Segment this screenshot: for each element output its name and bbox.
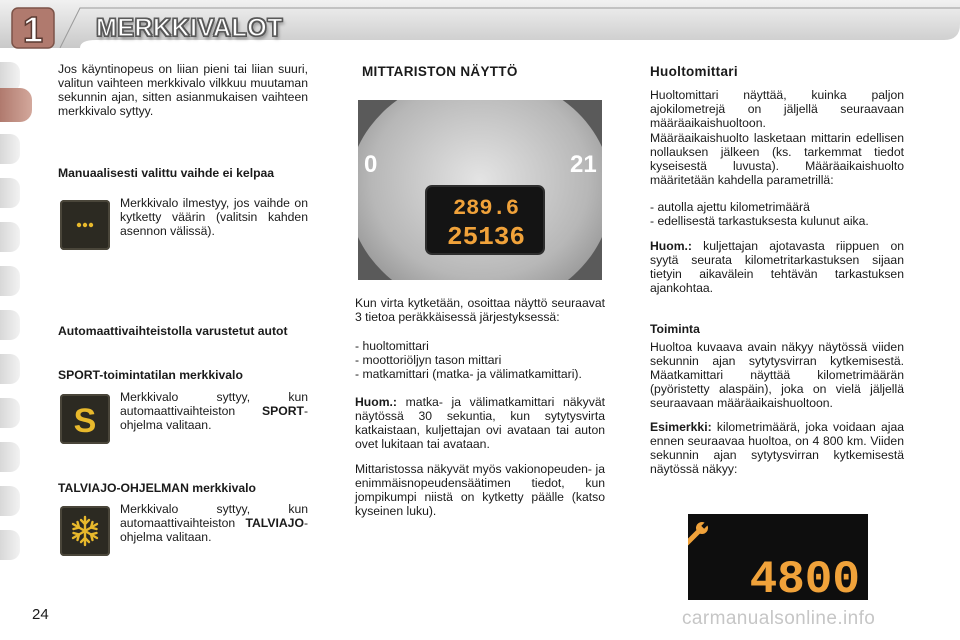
sport-text-pre: Merkkivalo syttyy, kun automaattivaihteiston (120, 390, 308, 418)
instrument-cluster-image (358, 100, 602, 280)
side-tab[interactable] (0, 354, 20, 384)
watermark: carmanualsonline.info (682, 608, 876, 629)
page-number: 24 (32, 606, 49, 623)
service-list (650, 200, 904, 228)
side-tab[interactable] (0, 398, 20, 428)
sport-text-bold: SPORT (261, 404, 304, 418)
example-text (650, 420, 904, 476)
chapter-number: 1 (22, 9, 44, 50)
side-tab[interactable] (0, 486, 20, 516)
manual-gear-heading: Manuaalisesti valittu vaihde ei kelpaa (58, 166, 275, 180)
sport-mode-heading: SPORT-toimintatilan merkkivalo (58, 368, 243, 382)
service-note (650, 239, 904, 295)
winter-text-post: -ohjelma valitaan. (120, 516, 308, 544)
side-tab[interactable] (0, 266, 20, 296)
example-body: kilometrimäärä, joka voidaan ajaa ennen seuraavaa huoltoa, on 4 800 km. Viiden sekunnin ajan sytytysvirran kytkemisestä näytössä näkyy: (650, 420, 904, 476)
dial-label-right: 21 (570, 151, 597, 178)
winter-text-pre: Merkkivalo syttyy, kun automaattivaihteiston (120, 502, 308, 530)
winter-text-bold: TALVIAJO (245, 516, 304, 530)
dial-label-left: 0 (364, 151, 378, 178)
service-km-value: 4800 (749, 554, 860, 600)
sport-icon-letter: S (73, 402, 97, 440)
lcd-odometer-value: 25136 (446, 222, 526, 252)
side-tab[interactable] (0, 442, 20, 472)
left-intro: Jos käyntinopeus on liian pieni tai liian suuri, valitun vaihteen merkkivalo vilkkuu muutaman sekunnin ajan, sitten asianmukaisen vaihteen merkkivalo syttyy. (58, 62, 308, 118)
sport-text-post: -ohjelma valitaan. (120, 404, 308, 432)
list-item: - moottoriöljyn tason mittari (355, 353, 502, 367)
instrument-display-title: MITTARISTON NÄYTTÖ (362, 64, 518, 79)
function-heading: Toiminta (650, 322, 700, 336)
side-tab[interactable] (0, 178, 20, 208)
display-list (355, 339, 605, 381)
list-item: - huoltomittari (355, 339, 429, 353)
side-tab[interactable] (0, 310, 20, 340)
note-label: Huom.: (650, 239, 692, 253)
display-intro: Kun virta kytketään, osoittaa näyttö seuraavat 3 tietoa peräkkäisessä järjestyksessä: (355, 296, 605, 324)
lcd-trip-value: 289.6 (452, 196, 520, 221)
example-label: Esimerkki: (650, 420, 712, 434)
list-item: - matkamittari (matka- ja välimatkamittari). (355, 367, 582, 381)
note-text: kuljettajan ajotavasta riippuen on syytä seurata kilometritarkastuksen sijaan tietyin aikavälein tehtävän tarkastuksen ajankohtaa. (650, 239, 904, 295)
sport-indicator-icon (60, 394, 110, 444)
display-note (355, 395, 605, 451)
side-tab[interactable] (0, 530, 20, 560)
winter-mode-text (120, 502, 308, 544)
manual-gear-text: Merkkivalo ilmestyy, jos vaihde on kytketty väärin (valitsin kahden asennon välissä). (120, 196, 308, 238)
service-p1: Huoltomittari näyttää, kuinka paljon ajokilometrejä on jäljellä seuraavaan määräaikaishuoltoon. (650, 88, 904, 130)
function-text: Huoltoa kuvaava avain näkyy näytössä viiden sekunnin ajan sytytysvirran kytkemisestä. Mäatkamittari näyttää kilometrimäärän (pyöristetty alaspäin), joka on vielä jäljellä seuraavaan määräaikaishuoltoon. (650, 340, 904, 410)
side-tab-active[interactable] (0, 88, 32, 122)
gear-fault-indicator-icon (60, 200, 110, 250)
side-tab[interactable] (0, 222, 20, 252)
auto-gearbox-heading: Automaattivaihteistolla varustetut autot (58, 324, 288, 338)
service-indicator-title: Huoltomittari (650, 64, 738, 79)
service-p2: Määräaikaishuolto lasketaan mittarin edellisen nollauksen jälkeen (ks. tarkemmat tiedot kyseisestä luvusta). Määräaikaishuolto määritetään kahdella parametrillä: (650, 131, 904, 187)
snowflake-indicator-icon (60, 506, 110, 556)
service-display-image (688, 514, 868, 600)
winter-mode-heading: TALVIAJO-OHJELMAN merkkivalo (58, 481, 256, 495)
page-title: MERKKIVALOT (96, 14, 283, 42)
display-cruise-para: Mittaristossa näkyvät myös vakionopeuden- ja enimmäisnopeudensäätimen tiedot, kun jompikumpi niistä on kytketty päälle (katso kyseinen luku). (355, 462, 605, 518)
sport-mode-text (120, 390, 308, 432)
note-label: Huom.: (355, 395, 397, 409)
side-tab[interactable] (0, 134, 20, 164)
note-text: matka- ja välimatkamittari näkyvät näytössä 30 sekuntia, kun sytytysvirta katkaistaan, kuljettajan ovi avataan tai auton ovet lukitaan tai avataan. (355, 395, 605, 451)
list-item: - edellisestä tarkastuksesta kulunut aika. (650, 214, 869, 228)
list-item: - autolla ajettu kilometrimäärä (650, 200, 810, 214)
chapter-badge (10, 6, 56, 50)
